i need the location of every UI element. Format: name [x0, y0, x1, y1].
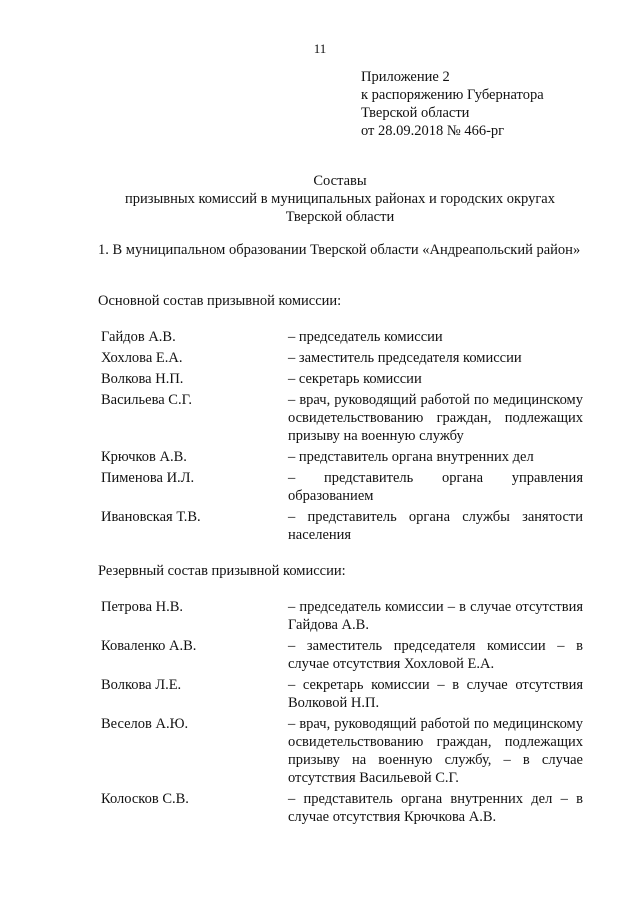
member-role: – представитель органа внутренних дел — [288, 449, 534, 465]
main-members-list — [101, 328, 583, 547]
title-line: призывных комиссий в муниципальных районах и городских округах — [125, 191, 555, 207]
member-row — [101, 598, 583, 634]
member-name: Хохлова Е.А. — [101, 350, 183, 366]
member-row — [101, 637, 583, 673]
member-row — [101, 349, 583, 367]
member-row — [101, 508, 583, 544]
member-name: Волкова Н.П. — [101, 371, 184, 387]
appendix-line: от 28.09.2018 № 466-рг — [361, 123, 505, 139]
member-name: Волкова Л.Е. — [101, 677, 182, 693]
reserve-members-list — [101, 598, 583, 829]
member-role: – врач, руководящий работой по медицинскому освидетельствованию граждан, подлежащих призыву на военную службу — [288, 392, 583, 444]
page-number: 11 — [313, 41, 327, 56]
member-row — [101, 790, 583, 826]
member-role: – врач, руководящий работой по медицинскому освидетельствованию граждан, подлежащих призыву на военную службу, – в случае отсутствия Васильевой С.Г. — [288, 716, 583, 786]
member-role: – председатель комиссии – в случае отсутствия Гайдова А.В. — [288, 599, 583, 633]
member-row — [101, 448, 583, 466]
member-role: – секретарь комиссии – в случае отсутствия Волковой Н.П. — [288, 677, 583, 711]
appendix-block — [361, 68, 621, 140]
member-role: – представитель органа внутренних дел – в случае отсутствия Крючкова А.В. — [288, 791, 583, 825]
member-name: Крючков А.В. — [101, 449, 187, 465]
member-role: – заместитель председателя комиссии — [288, 350, 522, 366]
member-row — [101, 469, 583, 505]
member-row — [101, 676, 583, 712]
member-row — [101, 715, 583, 787]
member-row — [101, 370, 583, 388]
member-name: Пименова И.Л. — [101, 470, 195, 486]
appendix-line: Приложение 2 — [361, 69, 450, 85]
member-role: – представитель органа управления образованием — [288, 470, 583, 504]
document-title — [100, 172, 580, 226]
member-row — [101, 328, 583, 346]
title-line: Тверской области — [285, 209, 395, 225]
main-composition-heading: Основной состав призывной комиссии: — [98, 293, 342, 309]
section-heading: 1. В муниципальном образовании Тверской области «Андреапольский район» — [98, 242, 581, 258]
member-name: Васильева С.Г. — [101, 392, 192, 408]
member-name: Ивановская Т.В. — [101, 509, 201, 525]
appendix-line: к распоряжению Губернатора — [361, 87, 544, 103]
member-role: – секретарь комиссии — [288, 371, 422, 387]
member-role: – заместитель председателя комиссии – в случае отсутствия Хохловой Е.А. — [288, 638, 583, 672]
member-name: Веселов А.Ю. — [101, 716, 189, 732]
member-role: – представитель органа службы занятости населения — [288, 509, 583, 543]
member-name: Петрова Н.В. — [101, 599, 184, 615]
member-name: Колосков С.В. — [101, 791, 189, 807]
member-name: Коваленко А.В. — [101, 638, 197, 654]
appendix-line: Тверской области — [361, 105, 470, 121]
reserve-composition-heading: Резервный состав призывной комиссии: — [98, 563, 346, 579]
member-row — [101, 391, 583, 445]
title-line: Составы — [313, 173, 367, 189]
member-role: – председатель комиссии — [288, 329, 443, 345]
member-name: Гайдов А.В. — [101, 329, 176, 345]
